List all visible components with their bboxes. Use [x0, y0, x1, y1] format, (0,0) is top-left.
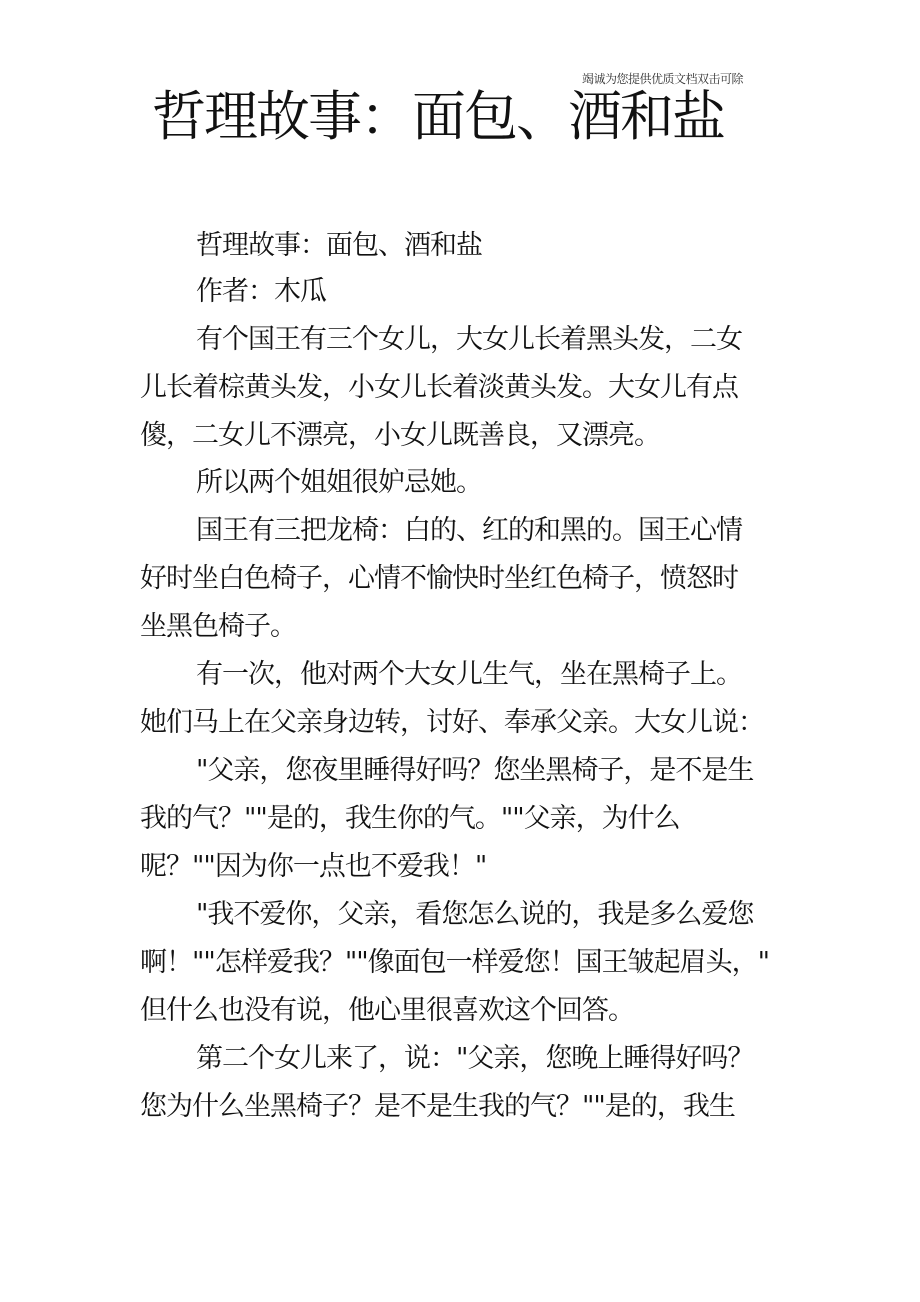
- subtitle-line: 哲理故事：面包、酒和盐: [196, 230, 482, 261]
- body-line: 傻，二女儿不漂亮，小女儿既善良，又漂亮。: [140, 420, 660, 451]
- body-line: 好时坐白色椅子，心情不愉快时坐红色椅子，愤怒时: [140, 563, 738, 594]
- body-line: 国王有三把龙椅：白的、红的和黑的。国王心情: [196, 515, 742, 546]
- body-line: 所以两个姐姐很妒忌她。: [196, 467, 482, 498]
- body-line: 儿长着棕黄头发，小女儿长着淡黄头发。大女儿有点: [140, 372, 738, 403]
- document-title: 哲理故事：面包、酒和盐: [152, 85, 724, 148]
- author-line: 作者：木瓜: [196, 276, 326, 307]
- body-line: 但什么也没有说，他心里很喜欢这个回答。: [140, 995, 634, 1026]
- body-line: 她们马上在父亲身边转，讨好、奉承父亲。大女儿说：: [140, 707, 764, 738]
- body-line: 有个国王有三个女儿，大女儿长着黑头发，二女: [196, 324, 742, 355]
- header-note: 竭诚为您提供优质文档双击可除: [582, 72, 744, 86]
- body-line: 有一次，他对两个大女儿生气，坐在黑椅子上。: [196, 659, 742, 690]
- body-line: 坐黑色椅子。: [140, 611, 296, 642]
- body-line: 啊！""怎样爱我？""像面包一样爱您！国王皱起眉头，": [140, 947, 770, 978]
- body-line: "我不爱你，父亲，看您怎么说的，我是多么爱您: [196, 899, 754, 930]
- body-line: 第二个女儿来了，说："父亲，您晚上睡得好吗？: [196, 1043, 754, 1074]
- body-line: 您为什么坐黑椅子？是不是生我的气？""是的，我生: [140, 1091, 735, 1122]
- body-line: 呢？""因为你一点也不爱我！": [140, 851, 487, 882]
- body-line: 我的气？""是的，我生你的气。""父亲，为什么: [140, 803, 680, 834]
- body-line: "父亲，您夜里睡得好吗？您坐黑椅子，是不是生: [196, 755, 754, 786]
